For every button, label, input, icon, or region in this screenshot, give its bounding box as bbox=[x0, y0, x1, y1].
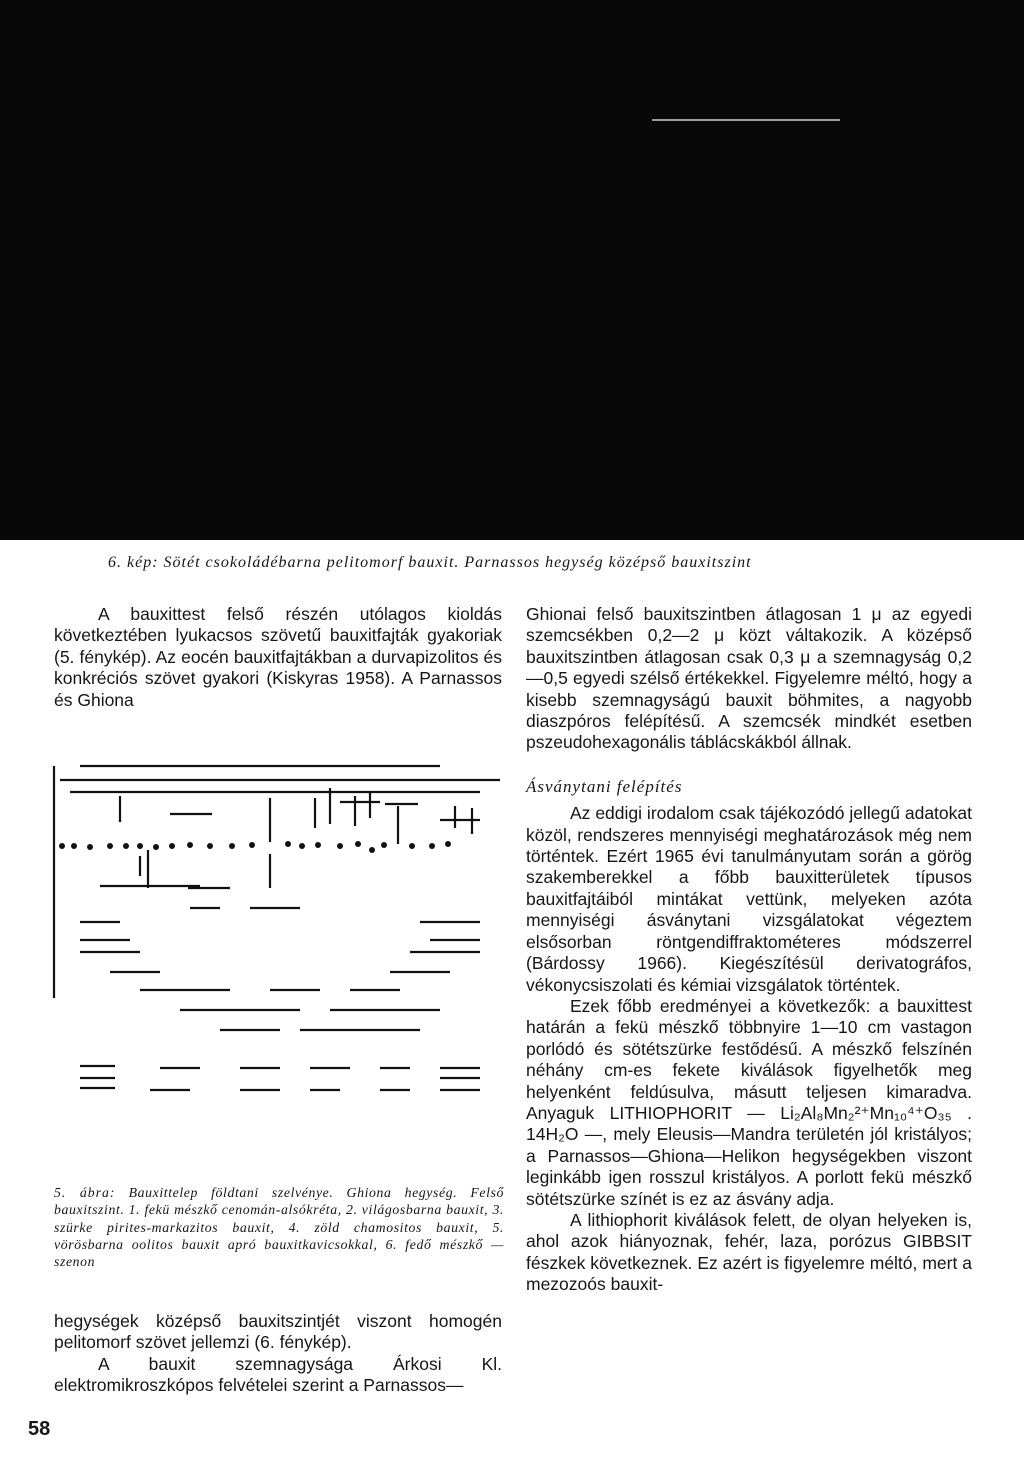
left-paragraph-2: hegységek középső bauxitszintjét viszont homogén pelitomorf szövet jellemzi (6. fénykép). bbox=[54, 1311, 502, 1353]
photo-caption bbox=[108, 554, 968, 572]
figure-caption bbox=[54, 1184, 504, 1270]
geologic-section-figure bbox=[40, 758, 500, 1178]
figure-label: 5. ábra: bbox=[54, 1185, 116, 1200]
photo-dark-bauxite bbox=[0, 0, 1024, 540]
right-paragraph-3: Ezek főbb eredményei a következők: a bauxittest határán a fekü mészkő többnyire 1—10 cm vastagon porlódó és sötétszürke festődésű. A mészkő felszínén néhány cm-es fekete kiválások figyelhetők meg helyenként feldúsulva, másutt teljesen kimaradva. Anyaguk LITHIOPHORIT — Li₂Al₈Mn₂²⁺Mn₁₀⁴⁺O₃₅ . 14H₂O —, mely Eleusis—Mandra területén jól kristályos; a Parnassos—Ghiona—Helikon hegységekben viszont leginkább igen rosszul kristályos. A porlott fekü mészkő sötétszürke színét is ez az ásvány adja. bbox=[526, 995, 972, 1209]
right-column bbox=[526, 604, 972, 1296]
page-number: 58 bbox=[28, 1418, 51, 1440]
photo-caption-text: Sötét csokoládébarna pelitomorf bauxit. Parnassos hegység középső bauxitszint bbox=[163, 554, 752, 571]
photo-scale-mark bbox=[652, 119, 840, 121]
left-column-bottom bbox=[54, 1311, 502, 1397]
right-paragraph-4: A lithiophorit kiválások felett, de olyan helyeken is, ahol azok hiányoznak, fehér, laza, porózus GIBBSIT fészkek következnek. Ez azért is figyelemre méltó, mert a mezozoós bauxit- bbox=[526, 1209, 972, 1295]
left-column-top bbox=[54, 604, 502, 711]
left-paragraph-1: A bauxittest felső részén utólagos kioldás következtében lyukacsos szövetű bauxitfajták gyakoriak (5. fénykép). Az eocén bauxitfajtákban a durvapizolitos és konkréciós szövet gyakori (Kiskyras 1958). A Parnassos és Ghiona bbox=[54, 604, 502, 710]
section-lines bbox=[54, 766, 500, 1090]
figure-caption-text: Bauxittelep földtani szelvénye. Ghiona hegység. Felső bauxitszint. 1. fekü mészkő cenomán-alsókréta, 2. világosbarna bauxit, 3. szürke pirites-markazitos bauxit, 4. zöld chamositos bauxit, 5. vörösbarna oolitos bauxit apró bauxitkavicsokkal, 6. fedő mészkő — szenon bbox=[54, 1185, 505, 1270]
right-paragraph-1: Ghionai felső bauxitszintben átlagosan 1 μ az egyedi szemcsékben 0,2—2 μ közt váltakozik. A középső bauxitszintben átlagosan csak 0,3 μ a szemnagyság 0,2—0,5 egyedi szélső értékekkel. Figyelemre méltó, hogy a kisebb szemnagyságú bauxit böhmites, a nagyobb diaszpóros felépítésű. A szemcsék mindkét esetben pszeudohexagonális táblácskákból állnak. bbox=[526, 604, 972, 753]
photo-caption-label: 6. kép: bbox=[108, 554, 159, 571]
section-heading: Ásványtani felépítés bbox=[526, 776, 683, 796]
oolite-dots bbox=[59, 841, 451, 853]
right-paragraph-2: Az eddigi irodalom csak tájékozódó jellegű adatokat közöl, rendszeres mennyiségi meghatározások még nem történtek. Ezért 1965 évi tanulmányutam során a görög szakemberekkel a főbb bauxitterületek típusos bauxitfajtáiból mintákat vettünk, melyeken azóta mennyiségi ásványtani vizsgálatokat végeztem elsősorban röntgendiffraktométeres módszerrel (Bárdossy 1966). Kiegészítésül derivatográfos, vékonycsiszolati és kémiai vizsgálatok történtek. bbox=[526, 803, 972, 995]
left-paragraph-3: A bauxit szemnagysága Árkosi Kl. elektromikroszkópos felvételei szerint a Parnassos— bbox=[54, 1353, 502, 1396]
